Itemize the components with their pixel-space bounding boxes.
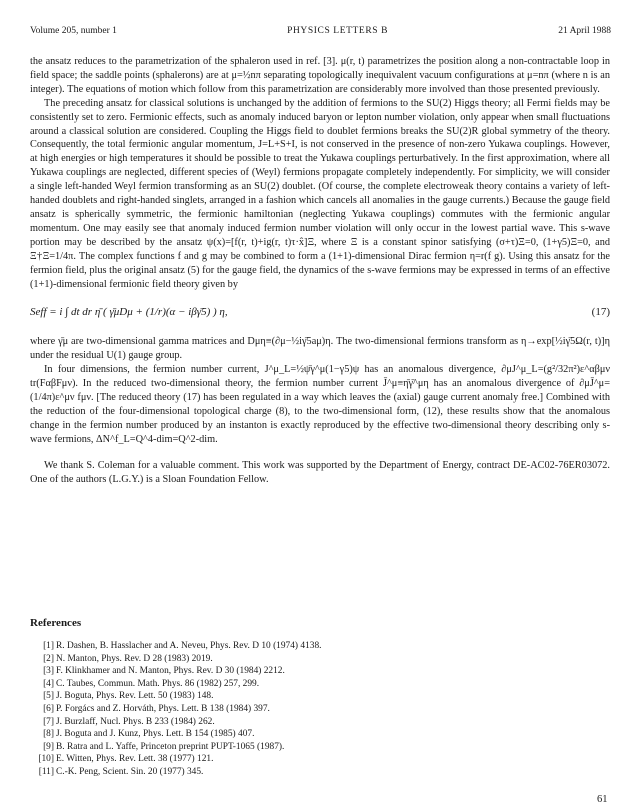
paragraph-fermion-current: In four dimensions, the fermion number current, J^μ_L=½ψ̄γ^μ(1−γ5)ψ has an anomalous divergence, ∂μJ^μ_L=(g²/32π²)ε^αβμν tr(FαβFμν). In the reduced two-dimensional theory, the fermion number current J̄^μ≡η̄γ̄^μη has an anomalous divergence of ∂μJ̄^μ=(1/4π)ε^μν fμν. [The reduced theory (17) has been regulated in a way which leaves the (axial) gauge current anomaly free.] Combined with the reduction of the four-dimensional topological charge (8), to the two-dimensional form, (12), these results show that the anomalous change in the fermion number produced by an instanton is exactly reproduced by the effective two-dimensional theory describing only s-wave fermions, ΔN^f_L=Q^4-dim=Q^2-dim. [30, 364, 610, 445]
volume-info: Volume 205, number 1 [30, 26, 117, 36]
journal-name: PHYSICS LETTERS B [287, 26, 389, 36]
reference-item: [9] B. Ratra and L. Yaffe, Princeton preprint PUPT-1065 (1987). [43, 741, 285, 752]
equation-number: (17) [591, 306, 610, 319]
paragraph-fermion-ansatz: The preceding ansatz for classical solutions is unchanged by the addition of fermions to the SU(2) Higgs theory; all Fermi fields may be consistently set to zero. Fermionic effects, such as anomaly induced baryon or lepton number violation, only appear when small fluctuations around a classical solution are considered. Coupling the Higgs field to doublet fermions breaks the SU(2)R global symmetry of the theory. Consequently, the total fermionic angular momentum, J=L+S+I, is not conserved in the presence of non-zero Yukawa couplings. However, at high energies or high temperatures it should be possible to treat the Yukawa couplings perturbatively. In the first approximation, where all Yukawa couplings are neglected, different species of (Weyl) fermions propagate completely independently. For simplicity, we will consider a single left-handed Weyl fermion transforming as an SU(2) doublet. (Of course, the complete electroweak theory contains a variety of left-handed doublets and right-handed singlets, arranged in a fashion which cancels all anomalies in the gauge currents.) Because the gauge field ansatz is spherically symmetric, the fermionic hamiltonian (neglecting Yukawa couplings) commutes with the fermionic angular momentum. One may easily see that anomaly induced fermion number violation will only occur in the lowest partial wave. This s-wave portion may be described by the ansatz ψ(x)=[f(r, t)+ig(r, t)τ·x̂]Ξ, where Ξ is a constant spinor satisfying (σ+τ)Ξ=0, (1+γ5)Ξ=0, and Ξ†Ξ=1/4π. The complex functions f and g may be combined to form a (1+1)-dimensional Dirac fermion η=r(f g). Using this ansatz for the fermion field, plus the original ansatz (5) for the gauge field, the dynamics of the s-wave fermions may be expressed in terms of an effective (1+1)-dimensional fermionic field theory given by [30, 97, 610, 290]
reference-item: [4] C. Taubes, Commun. Math. Phys. 86 (1982) 257, 299. [43, 678, 260, 689]
reference-item: [7] J. Burzlaff, Nucl. Phys. B 233 (1984) 262. [43, 716, 215, 727]
reference-item: [11] C.-K. Peng, Scient. Sin. 20 (1977) 345. [38, 766, 204, 777]
issue-date: 21 April 1988 [558, 26, 611, 36]
running-header [30, 26, 611, 36]
reference-list [32, 640, 592, 779]
reference-item: [3] F. Klinkhamer and N. Manton, Phys. Rev. D 30 (1984) 2212. [43, 666, 285, 677]
equation-17 [30, 295, 610, 331]
reference-item: [2] N. Manton, Phys. Rev. D 28 (1983) 2019. [43, 653, 213, 664]
paragraph-continuation: the ansatz reduces to the parametrization of the sphaleron used in ref. [3]. μ(r, t) parametrizes the position along a non-contractable loop in field space; the saddle points (sphalerons) are at μ=½nπ separating topologically inequivalent vacuum configurations at μ=nπ (where n is an integer). The equations of motion which follow from this parametrization are considerably more involved than those presented previously. [30, 56, 610, 95]
equation-body: Seff = i ∫ dt dr η̄ ( γ̄μDμ + (1/r)(α − iβγ̄5) ) η, [30, 306, 228, 319]
reference-item: [6] P. Forgács and Z. Horváth, Phys. Lett. B 138 (1984) 397. [43, 703, 270, 714]
reference-item: [1] R. Dashen, B. Hasslacher and A. Neveu, Phys. Rev. D 10 (1974) 4138. [43, 641, 322, 651]
paragraph-gamma-matrices: where γ̄μ are two-dimensional gamma matrices and Dμη≡(∂μ−½iγ̄5aμ)η. The two-dimensional fermions transform as η→exp[½iγ̄5Ω(r, t)]η under the residual U(1) gauge group. [30, 336, 610, 362]
reference-item: [8] J. Boguta and J. Kunz, Phys. Lett. B 154 (1985) 407. [43, 729, 255, 740]
reference-item: [10] E. Witten, Phys. Rev. Lett. 38 (1977) 121. [38, 754, 214, 765]
page-number: 61 [597, 794, 608, 805]
references-heading: References [30, 617, 82, 629]
acknowledgements: We thank S. Coleman for a valuable comment. This work was supported by the Department of Energy, contract DE-AC02-76ER03072. One of the authors (L.G.Y.) is a Sloan Foundation Fellow. [30, 459, 610, 485]
main-text [30, 55, 610, 486]
reference-item: [5] J. Boguta, Phys. Rev. Lett. 50 (1983) 148. [43, 691, 214, 702]
